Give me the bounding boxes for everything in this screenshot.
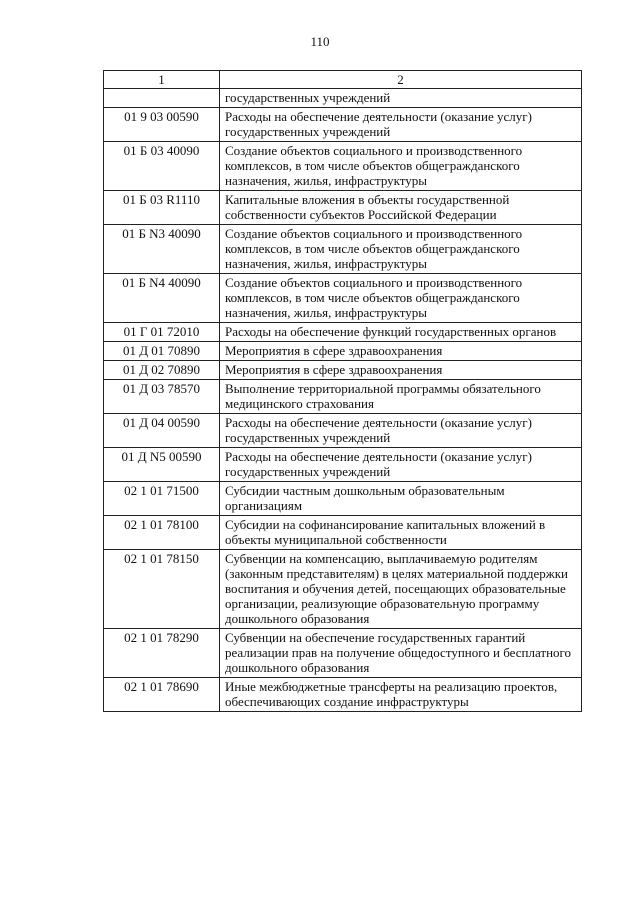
- column-header-2: 2: [220, 71, 582, 89]
- row-code: 01 Д 02 70890: [104, 361, 220, 380]
- row-description: Субвенции на обеспечение государственных гарантий реализации прав на получение общедоступного и бесплатного дошкольного образования: [220, 629, 582, 678]
- row-code: 02 1 01 78690: [104, 678, 220, 712]
- table-row: [104, 678, 582, 712]
- table-header-row: [104, 71, 582, 89]
- row-code: 01 Г 01 72010: [104, 323, 220, 342]
- row-code: 01 Б 03 R1110: [104, 191, 220, 225]
- table-row: [104, 414, 582, 448]
- row-code: 02 1 01 71500: [104, 482, 220, 516]
- row-code: 01 Д 04 00590: [104, 414, 220, 448]
- table-row: [104, 342, 582, 361]
- row-description: Мероприятия в сфере здравоохранения: [220, 342, 582, 361]
- row-code: 01 Б N3 40090: [104, 225, 220, 274]
- row-description: Расходы на обеспечение функций государственных органов: [220, 323, 582, 342]
- row-description: Выполнение территориальной программы обязательного медицинского страхования: [220, 380, 582, 414]
- table-row: [104, 482, 582, 516]
- table-row: [104, 323, 582, 342]
- row-description: Расходы на обеспечение деятельности (оказание услуг) государственных учреждений: [220, 108, 582, 142]
- row-code: 01 Д 01 70890: [104, 342, 220, 361]
- row-description: Иные межбюджетные трансферты на реализацию проектов, обеспечивающих создание инфраструктуры: [220, 678, 582, 712]
- budget-classification-table: [103, 70, 582, 712]
- table-row: [104, 448, 582, 482]
- table-row: [104, 516, 582, 550]
- row-code: 01 Б N4 40090: [104, 274, 220, 323]
- row-code: 01 9 03 00590: [104, 108, 220, 142]
- row-code: [104, 89, 220, 108]
- table-row: [104, 225, 582, 274]
- table-row: [104, 380, 582, 414]
- row-description: Расходы на обеспечение деятельности (оказание услуг) государственных учреждений: [220, 414, 582, 448]
- table-row: [104, 191, 582, 225]
- table-row: [104, 89, 582, 108]
- row-description: Создание объектов социального и производственного комплексов, в том числе объектов общегражданского назначения, жилья, инфраструктуры: [220, 225, 582, 274]
- row-description: Расходы на обеспечение деятельности (оказание услуг) государственных учреждений: [220, 448, 582, 482]
- table-row: [104, 361, 582, 380]
- row-description: государственных учреждений: [220, 89, 582, 108]
- table-row: [104, 550, 582, 629]
- row-description: Субвенции на компенсацию, выплачиваемую родителям (законным представителям) в целях материальной поддержки воспитания и обучения детей, посещающих образовательные организации, реализующие образовательную программу дошкольного образования: [220, 550, 582, 629]
- row-code: 02 1 01 78100: [104, 516, 220, 550]
- row-code: 02 1 01 78290: [104, 629, 220, 678]
- table-row: [104, 629, 582, 678]
- row-description: Капитальные вложения в объекты государственной собственности субъектов Российской Федерации: [220, 191, 582, 225]
- row-code: 01 Д N5 00590: [104, 448, 220, 482]
- column-header-1: 1: [104, 71, 220, 89]
- page-number: 110: [310, 34, 330, 49]
- row-description: Мероприятия в сфере здравоохранения: [220, 361, 582, 380]
- row-code: 01 Д 03 78570: [104, 380, 220, 414]
- row-description: Субсидии на софинансирование капитальных вложений в объекты муниципальной собственности: [220, 516, 582, 550]
- table-row: [104, 108, 582, 142]
- row-description: Создание объектов социального и производственного комплексов, в том числе объектов общегражданского назначения, жилья, инфраструктуры: [220, 142, 582, 191]
- row-description: Создание объектов социального и производственного комплексов, в том числе объектов общегражданского назначения, жилья, инфраструктуры: [220, 274, 582, 323]
- table-row: [104, 274, 582, 323]
- table-row: [104, 142, 582, 191]
- row-code: 02 1 01 78150: [104, 550, 220, 629]
- row-code: 01 Б 03 40090: [104, 142, 220, 191]
- row-description: Субсидии частным дошкольным образовательным организациям: [220, 482, 582, 516]
